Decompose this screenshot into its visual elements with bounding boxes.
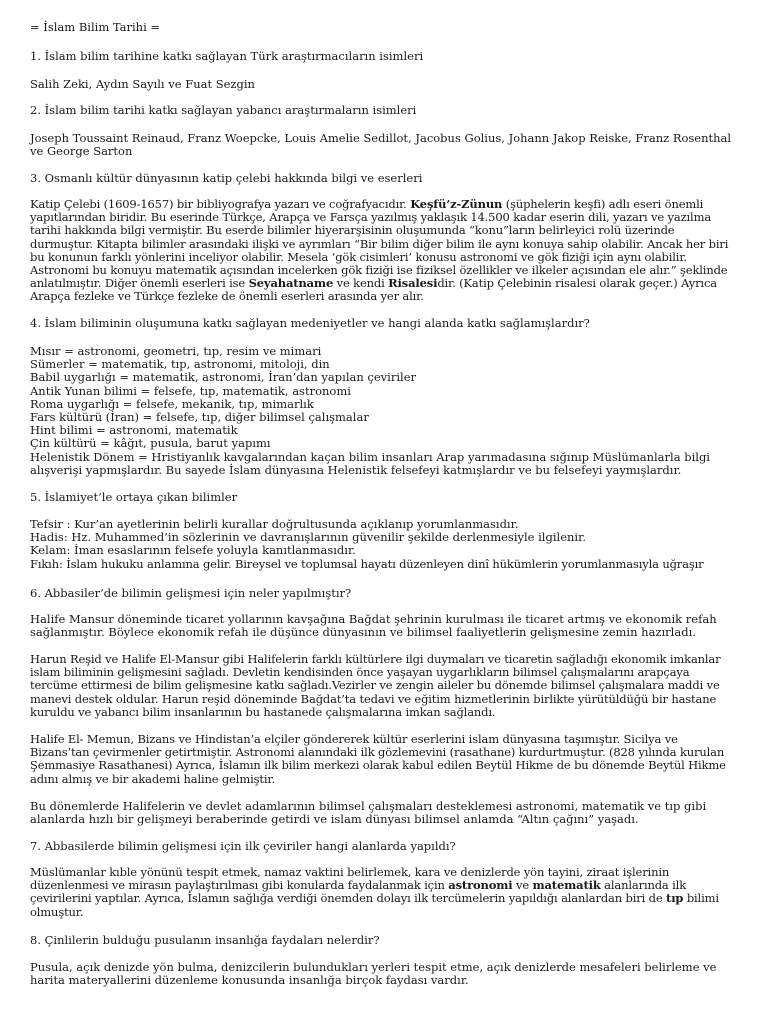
answer-6-paragraph-2: Harun Reşid ve Halife El-Mansur gibi Halifelerin farklı kültürlere ilgi duymaları ve ticaretin sağladığı ekonomik imkanlar islam biliminin gelişmesini sağladı. Devletin kendisinden önce yaşayan uygarlıkların bilimsel çalışmalarını arapçaya tercüme ettirmesi de bilim gelişmesine katkı sağladı.Vezirler ve zengin aileler bu dönemde bilimsel çalışmalara maddi ve manevi destek oldular. Harun reşid döneminde Bağdat’ta tedavi ve eğitim hizmetlerinin birlikte yürütüldüğü bir hastane kuruldu ve yabancı bilim insanlarının bu hastanede çalışmalarına imkan sağlandı. (30, 652, 721, 719)
question-7: 7. Abbasilerde bilimin gelişmesi için ilk çeviriler hangi alanlarda yapıldı? (30, 839, 456, 853)
answer-7-text-1: Müslümanlar kıble yönünü tespit etmek, namaz vaktini belirlemek, kara ve denizlerde yön tayini, ziraat işlerinin düzenlenmesi ve mirasın paylaştırılması gibi konularda faydalanmak için (30, 865, 670, 893)
answer-3-work-kesfuz-zunun: Keşfü’z-Zünun (410, 197, 503, 211)
list-item: Mısır = astronomi, geometri, tıp, resim ve mimari (30, 344, 322, 358)
list-item: Hadis: Hz. Muhammed’in sözlerinin ve davranışlarının güvenilir şekilde derlenmesiyle ilgilenir. (30, 530, 586, 545)
list-item: Helenistik Dönem = Hristiyanlık kavgalarından kaçan bilim insanları Arap yarımadasına sığınıp Müslümanlarla bilgi alışverişi yapmışlardır. Bu sayede İslam dünyasına Helenistik felsefeyi katmışlardır ve bu felsefeyi yaymışlardır. (30, 449, 710, 477)
answer-3-text-3: ve kendi (333, 276, 389, 291)
answer-3-work-risale: Risalesi (388, 276, 438, 291)
answer-2: Joseph Toussaint Reinaud, Franz Woepcke, Louis Amelie Sedillot, Jacobus Golius, Johann Jakop Reiske, Franz Rosenthal ve George Sarton (30, 131, 732, 159)
answer-3-text-4: dir. (Katip Çelebinin risalesi olarak geçer.) Ayrıca Arapça fezleke ve Türkçe fezleke de önemli eserleri arasında yer alır. (30, 276, 717, 304)
answer-7 (30, 866, 738, 919)
answer-7-tip: tıp (666, 891, 684, 906)
civilization-list (30, 345, 738, 477)
list-item: Babil uygarlığı = matematik, astronomi, İran’dan yapılan çeviriler (30, 370, 416, 385)
answer-7-text-2: ve (512, 878, 533, 893)
list-item: Kelam: İman esaslarının felsefe yoluyla kanıtlanmasıdır. (30, 543, 356, 558)
answer-6-paragraph-4: Bu dönemlerde Halifelerin ve devlet adamlarının bilimsel çalışmaları desteklemesi astronomi, matematik ve tıp gibi alanlarda hızlı bir gelişmeyi beraberinde getirdi ve islam dünyası bilimsel anlamda “Altın çağını” yaşadı. (30, 799, 707, 827)
question-6: 6. Abbasiler’de bilimin gelişmesi için neler yapılmıştır? (30, 586, 352, 600)
list-item: Fıkıh: İslam hukuku anlamına gelir. Bireysel ve toplumsal hayatı düzenleyen dinî hükümlerin yorumlanmasıyla uğraşır (30, 556, 704, 571)
answer-7-text-4: bilimi olmuştur. (30, 891, 719, 919)
answer-7-matematik: matematik (532, 878, 601, 893)
answer-1: Salih Zeki, Aydın Sayılı ve Fuat Sezgin (30, 77, 255, 91)
question-5: 5. İslamiyet’le ortaya çıkan bilimler (30, 490, 238, 504)
answer-6-paragraph-3: Halife El- Memun, Bizans ve Hindistan’a elçiler göndererek kültür eserlerini islam dünyasına taşımıştır. Sicilya ve Bizans’tan çevirmenler getirtmiştir. Astronomi alanındaki ilk gözlemevini (rasathane) kurdurtmuştur. (828 yılında kurulan Şemmasiye Rasathanesi) Ayrıca, İslamın ilk bilim merkezi olarak kabul edilen Beytül Hikme de bu dönemde Beytül Hikme adını almış ve bir akademi haline gelmiştir. (30, 732, 726, 786)
answer-6-paragraph-1: Halife Mansur döneminde ticaret yollarının kavşağına Bağdat şehrinin kurulması ile ticaret artmış ve ekonomik refah sağlanmıştır. Böylece ekonomik refah ile düşünce dünyasının ve bilimsel faaliyetlerin gelişmesine zemin hazırladı. (30, 612, 717, 640)
question-3: 3. Osmanlı kültür dünyasının katip çelebi hakkında bilgi ve eserleri (30, 171, 423, 185)
list-item: Antik Yunan bilimi = felsefe, tıp, matematik, astronomi (30, 383, 351, 398)
question-8: 8. Çinlilerin bulduğu pusulanın insanlığa faydaları nelerdir? (30, 933, 380, 947)
question-4: 4. İslam biliminin oluşumuna katkı sağlayan medeniyetler ve hangi alanda katkı sağlamışlardır? (30, 316, 590, 330)
list-item: Tefsir : Kur’an ayetlerinin belirli kurallar doğrultusunda açıklanıp yorumlanmasıdır. (30, 517, 519, 531)
answer-7-text-3: alanlarında ilk çevirilerini yaptılar. Ayrıca, İslamın sağlığa verdiği önemden dolayı ilk tercümelerin yapıldığı alanlardan biri de (30, 878, 687, 906)
document-title: = İslam Bilim Tarihi = (30, 20, 161, 34)
answer-3 (30, 198, 738, 304)
question-2: 2. İslam bilim tarihi katkı sağlayan yabancı araştırmaların isimleri (30, 103, 417, 117)
islamic-sciences-list (30, 518, 750, 571)
list-item: Hint bilimi = astronomi, matematik (30, 423, 238, 438)
list-item: Fars kültürü (İran) = felsefe, tıp, diğer bilimsel çalışmalar (30, 410, 369, 425)
answer-7-astronomi: astronomi (448, 878, 513, 893)
list-item: Roma uygarlığı = felsefe, mekanik, tıp, mimarlık (30, 396, 314, 411)
list-item: Sümerler = matematik, tıp, astronomi, mitoloji, din (30, 357, 330, 372)
question-1: 1. İslam bilim tarihine katkı sağlayan Türk araştırmacıların isimleri (30, 49, 424, 63)
list-item: Çin kültürü = kâğıt, pusula, barut yapımı (30, 436, 271, 451)
answer-3-text-1: Katip Çelebi (1609-1657) bir bibliyografya yazarı ve coğrafyacıdır. (30, 197, 411, 211)
answer-3-text-2: (şüphelerin keşfi) adlı eseri önemli yapıtlarından biridir. Bu eserinde Türkçe, Arapça ve Farsça yazılmış yaklaşık 14.500 kadar eserin dili, yazarı ve yazılma tarihi hakkında bilgi vermiştir. Bu eserde bilimler hiyerarşisinin oluşumunda “konu”ların belirleyici rolü üzerinde durmuştur. Kitapta bilimler arasındaki ilişki ve ayrımları “Bir bilim diğer bilim ile aynı konuya sahip olabilir. Ancak her biri bu konunun farklı yönlerini inceliyor olabilir. Mesela ‘gök cisimleri’ konusu astronomi ve gök fiziği için aynı olabilir. Astronomi bu konuyu matematik açısından incelerken gök fiziği ise fiziksel özellikler ve ilkeler açısından ele alır.” şeklinde anlatılmıştır. Diğer önemli eserleri ise (30, 197, 729, 291)
answer-8: Pusula, açık denizde yön bulma, denizcilerin bulundukları yerleri tespit etme, açık denizlerde mesafeleri belirleme ve harita materyallerini düzenleme konusunda insanlığa birçok faydası vardır. (30, 960, 717, 988)
answer-3-work-seyahatname: Seyahatname (248, 276, 334, 291)
